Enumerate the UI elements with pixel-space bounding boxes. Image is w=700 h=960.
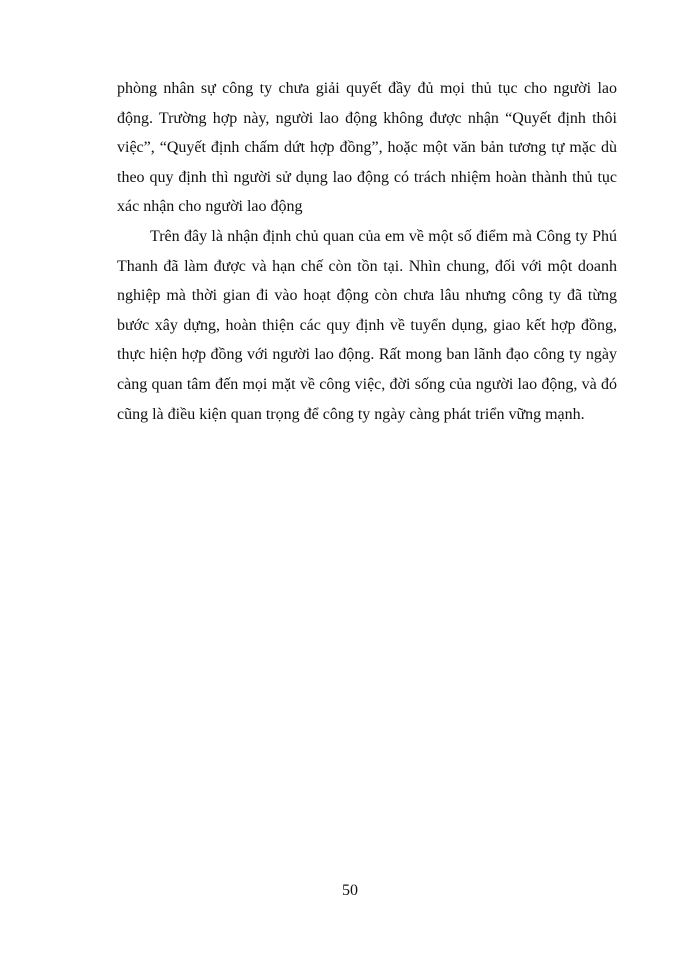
body-text [117,74,617,429]
paragraph-conclusion: Trên đây là nhận định chủ quan của em về một số điểm mà Công ty Phú Thanh đã làm được và hạn chế còn tồn tại. Nhìn chung, đối với một doanh nghiệp mà thời gian đi vào hoạt động còn chưa lâu nhưng công ty đã từng bước xây dựng, hoàn thiện các quy định về tuyển dụng, giao kết hợp đồng, thực hiện hợp đồng với người lao động. Rất mong ban lãnh đạo công ty ngày càng quan tâm đến mọi mặt về công việc, đời sống của người lao động, và đó cũng là điều kiện quan trọng để công ty ngày càng phát triển vững mạnh. [117,227,617,423]
page-number: 50 [342,882,358,899]
paragraph-continuation: phòng nhân sự công ty chưa giải quyết đầy đủ mọi thủ tục cho người lao động. Trường hợp này, người lao động không được nhận “Quyết định thôi việc”, “Quyết định chấm dứt hợp đồng”, hoặc một văn bản tương tự mặc dù theo quy định thì người sử dụng lao động có trách nhiệm hoàn thành thủ tục xác nhận cho người lao động [117,80,617,216]
